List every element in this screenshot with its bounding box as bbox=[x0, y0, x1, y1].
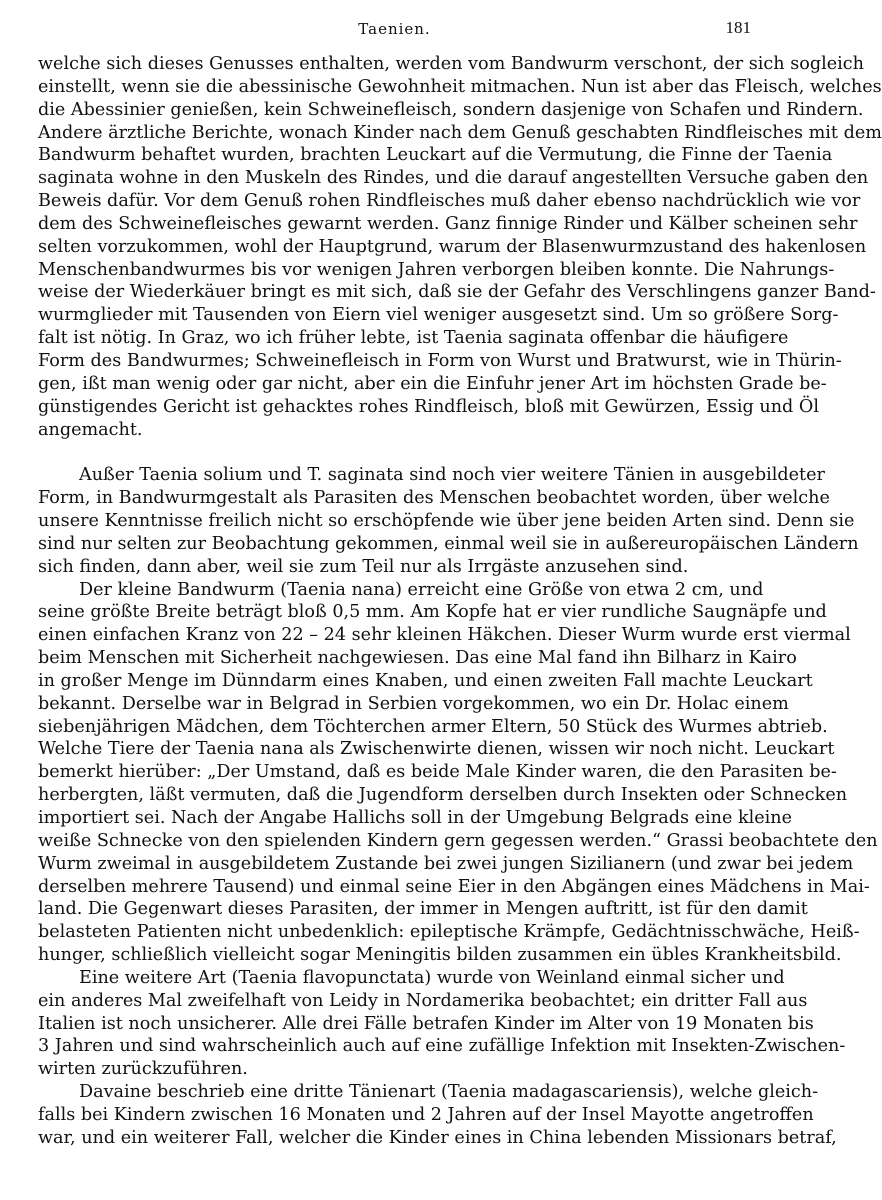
text-line: wirten zurückzuführen. bbox=[38, 1059, 248, 1080]
text-line: bekannt. Derselbe war in Belgrad in Serbien vorgekommen, wo ein Dr. Holac einem bbox=[38, 693, 789, 714]
text-line: seine größte Breite beträgt bloß 0,5 mm. Am Kopfe hat er vier rundliche Saugnäpfe und bbox=[38, 602, 827, 623]
text-line: ein anderes Mal zweifelhaft von Leidy in Nordamerika beobachtet; ein dritter Fall aus bbox=[38, 990, 808, 1011]
text-line: land. Die Gegenwart dieses Parasiten, der immer in Mengen auftritt, ist für den damit bbox=[38, 899, 808, 920]
text-line: Wurm zweimal in ausgebildetem Zustande bei zwei jungen Sizilianern (und zwar bei jedem bbox=[38, 853, 854, 874]
text-line: Form des Bandwurmes; Schweinefleisch in Form von Wurst und Bratwurst, wie in Thürin- bbox=[38, 350, 842, 371]
paragraph bbox=[38, 579, 878, 967]
text-line: dem des Schweinefleisches gewarnt werden. Ganz finnige Rinder und Kälber scheinen sehr bbox=[38, 213, 858, 234]
text-line: sind nur selten zur Beobachtung gekommen, einmal weil sie in außereuropäischen Ländern bbox=[38, 533, 859, 554]
text-line: Davaine beschrieb eine dritte Tänienart (Taenia madagascariensis), welche gleich- bbox=[79, 1082, 819, 1103]
text-line: Beweis dafür. Vor dem Genuß rohen Rindfleisches muß daher ebenso nachdrücklich wie vor bbox=[38, 191, 861, 212]
text-line: importiert sei. Nach der Angabe Hallichs soll in der Umgebung Belgrads eine kleine bbox=[38, 808, 793, 828]
text-line: Andere ärztliche Berichte, wonach Kinder nach dem Genuß geschabten Rindfleisches mit dem bbox=[38, 122, 882, 143]
text-line: Italien ist noch unsicherer. Alle drei Fälle betrafen Kinder im Alter von 19 Monaten bis bbox=[38, 1013, 814, 1034]
text-line: 3 Jahren und sind wahrscheinlich auch auf eine zufällige Infektion mit Insekten-Zwischen- bbox=[38, 1036, 846, 1057]
text-line: einen einfachen Kranz von 22 – 24 sehr kleinen Häkchen. Dieser Wurm wurde erst viermal bbox=[38, 625, 851, 646]
running-title: Taenien. bbox=[358, 20, 431, 38]
body-text bbox=[38, 53, 882, 1150]
text-line: hunger, schließlich vielleicht sogar Meningitis bilden zusammen ein übles Krankheitsbild. bbox=[38, 945, 842, 966]
text-line: Form, in Bandwurmgestalt als Parasiten des Menschen beobachtet worden, über welche bbox=[38, 488, 830, 509]
paragraph bbox=[38, 967, 846, 1081]
text-line: weiße Schnecke von den spielenden Kindern gern gegessen werden.“ Grassi beobachtete den bbox=[38, 830, 878, 851]
text-line: herbergten, läßt vermuten, daß die Jugendform derselben durch Insekten oder Schnecken bbox=[38, 785, 848, 806]
text-line: angemacht. bbox=[38, 419, 143, 440]
paragraph bbox=[38, 53, 882, 441]
text-line: in großer Menge im Dünndarm eines Knaben, und einen zweiten Fall machte Leuckart bbox=[38, 670, 813, 691]
text-line: Welche Tiere der Taenia nana als Zwischenwirte dienen, wissen wir noch nicht. Leuckart bbox=[38, 739, 835, 760]
text-line: siebenjährigen Mädchen, dem Töchterchen armer Eltern, 50 Stück des Wurmes abtrieb. bbox=[38, 716, 828, 737]
page-number: 181 bbox=[725, 18, 751, 37]
text-line: gen, ißt man wenig oder gar nicht, aber ein die Einfuhr jener Art im höchsten Grade be- bbox=[38, 373, 827, 394]
text-line: belasteten Patienten nicht unbedenklich: epileptische Krämpfe, Gedächtnisschwäche, Heiß- bbox=[38, 922, 860, 943]
text-line: saginata wohne in den Muskeln des Rindes, und die darauf angestellten Versuche gaben den bbox=[38, 168, 869, 189]
text-line: Außer Taenia solium und T. saginata sind noch vier weitere Tänien in ausgebildeter bbox=[79, 465, 825, 486]
text-line: falls bei Kindern zwischen 16 Monaten und 2 Jahren auf der Insel Mayotte angetroffen bbox=[38, 1104, 814, 1125]
text-line: falt ist nötig. In Graz, wo ich früher lebte, ist Taenia saginata offenbar die häufigere bbox=[38, 328, 789, 349]
text-line: war, und ein weiterer Fall, welcher die Kinder eines in China lebenden Missionars betraf, bbox=[38, 1127, 837, 1148]
section-gap bbox=[38, 441, 741, 464]
text-line: Bandwurm behaftet wurden, brachten Leuckart auf die Vermutung, die Finne der Taenia bbox=[38, 145, 833, 166]
text-line: wurmglieder mit Tausenden von Eiern viel weniger ausgesetzt sind. Um so größere Sorg- bbox=[38, 305, 839, 326]
text-line: weise der Wiederkäuer bringt es mit sich, daß sie der Gefahr des Verschlingens ganzer Band- bbox=[38, 282, 876, 303]
text-line: einstellt, wenn sie die abessinische Gewohnheit mitmachen. Nun ist aber das Fleisch, welches bbox=[38, 76, 882, 97]
running-head bbox=[38, 18, 751, 46]
text-line: Eine weitere Art (Taenia flavopunctata) wurde von Weinland einmal sicher und bbox=[79, 967, 785, 988]
text-line: selten vorzukommen, wohl der Hauptgrund, warum der Blasenwurmzustand des hakenlosen bbox=[38, 236, 867, 257]
text-line: Menschenbandwurmes bis vor wenigen Jahren verborgen bleiben konnte. Die Nahrungs- bbox=[38, 259, 835, 280]
paragraph bbox=[38, 1081, 837, 1150]
paragraph bbox=[38, 464, 859, 578]
text-line: günstigendes Gericht ist gehacktes rohes Rindfleisch, bloß mit Gewürzen, Essig und Öl bbox=[38, 396, 819, 417]
text-line: die Abessinier genießen, kein Schweinefleisch, sondern dasjenige von Schafen und Rindern. bbox=[38, 99, 864, 120]
text-line: sich finden, dann aber, weil sie zum Teil nur als Irrgäste anzusehen sind. bbox=[38, 556, 689, 577]
text-line: welche sich dieses Genusses enthalten, werden vom Bandwurm verschont, der sich sogleich bbox=[38, 54, 864, 74]
text-line: Der kleine Bandwurm (Taenia nana) erreicht eine Größe von etwa 2 cm, und bbox=[79, 579, 764, 600]
text-line: derselben mehrere Tausend) und einmal seine Eier in den Abgängen eines Mädchens in Mai- bbox=[38, 876, 870, 897]
text-line: bemerkt hierüber: „Der Umstand, daß es beide Male Kinder waren, die den Parasiten be- bbox=[38, 762, 837, 783]
text-line: beim Menschen mit Sicherheit nachgewiesen. Das eine Mal fand ihn Bilharz in Kairo bbox=[38, 648, 797, 669]
text-line: unsere Kenntnisse freilich nicht so erschöpfende wie über jene beiden Arten sind. Denn sie bbox=[38, 511, 855, 532]
